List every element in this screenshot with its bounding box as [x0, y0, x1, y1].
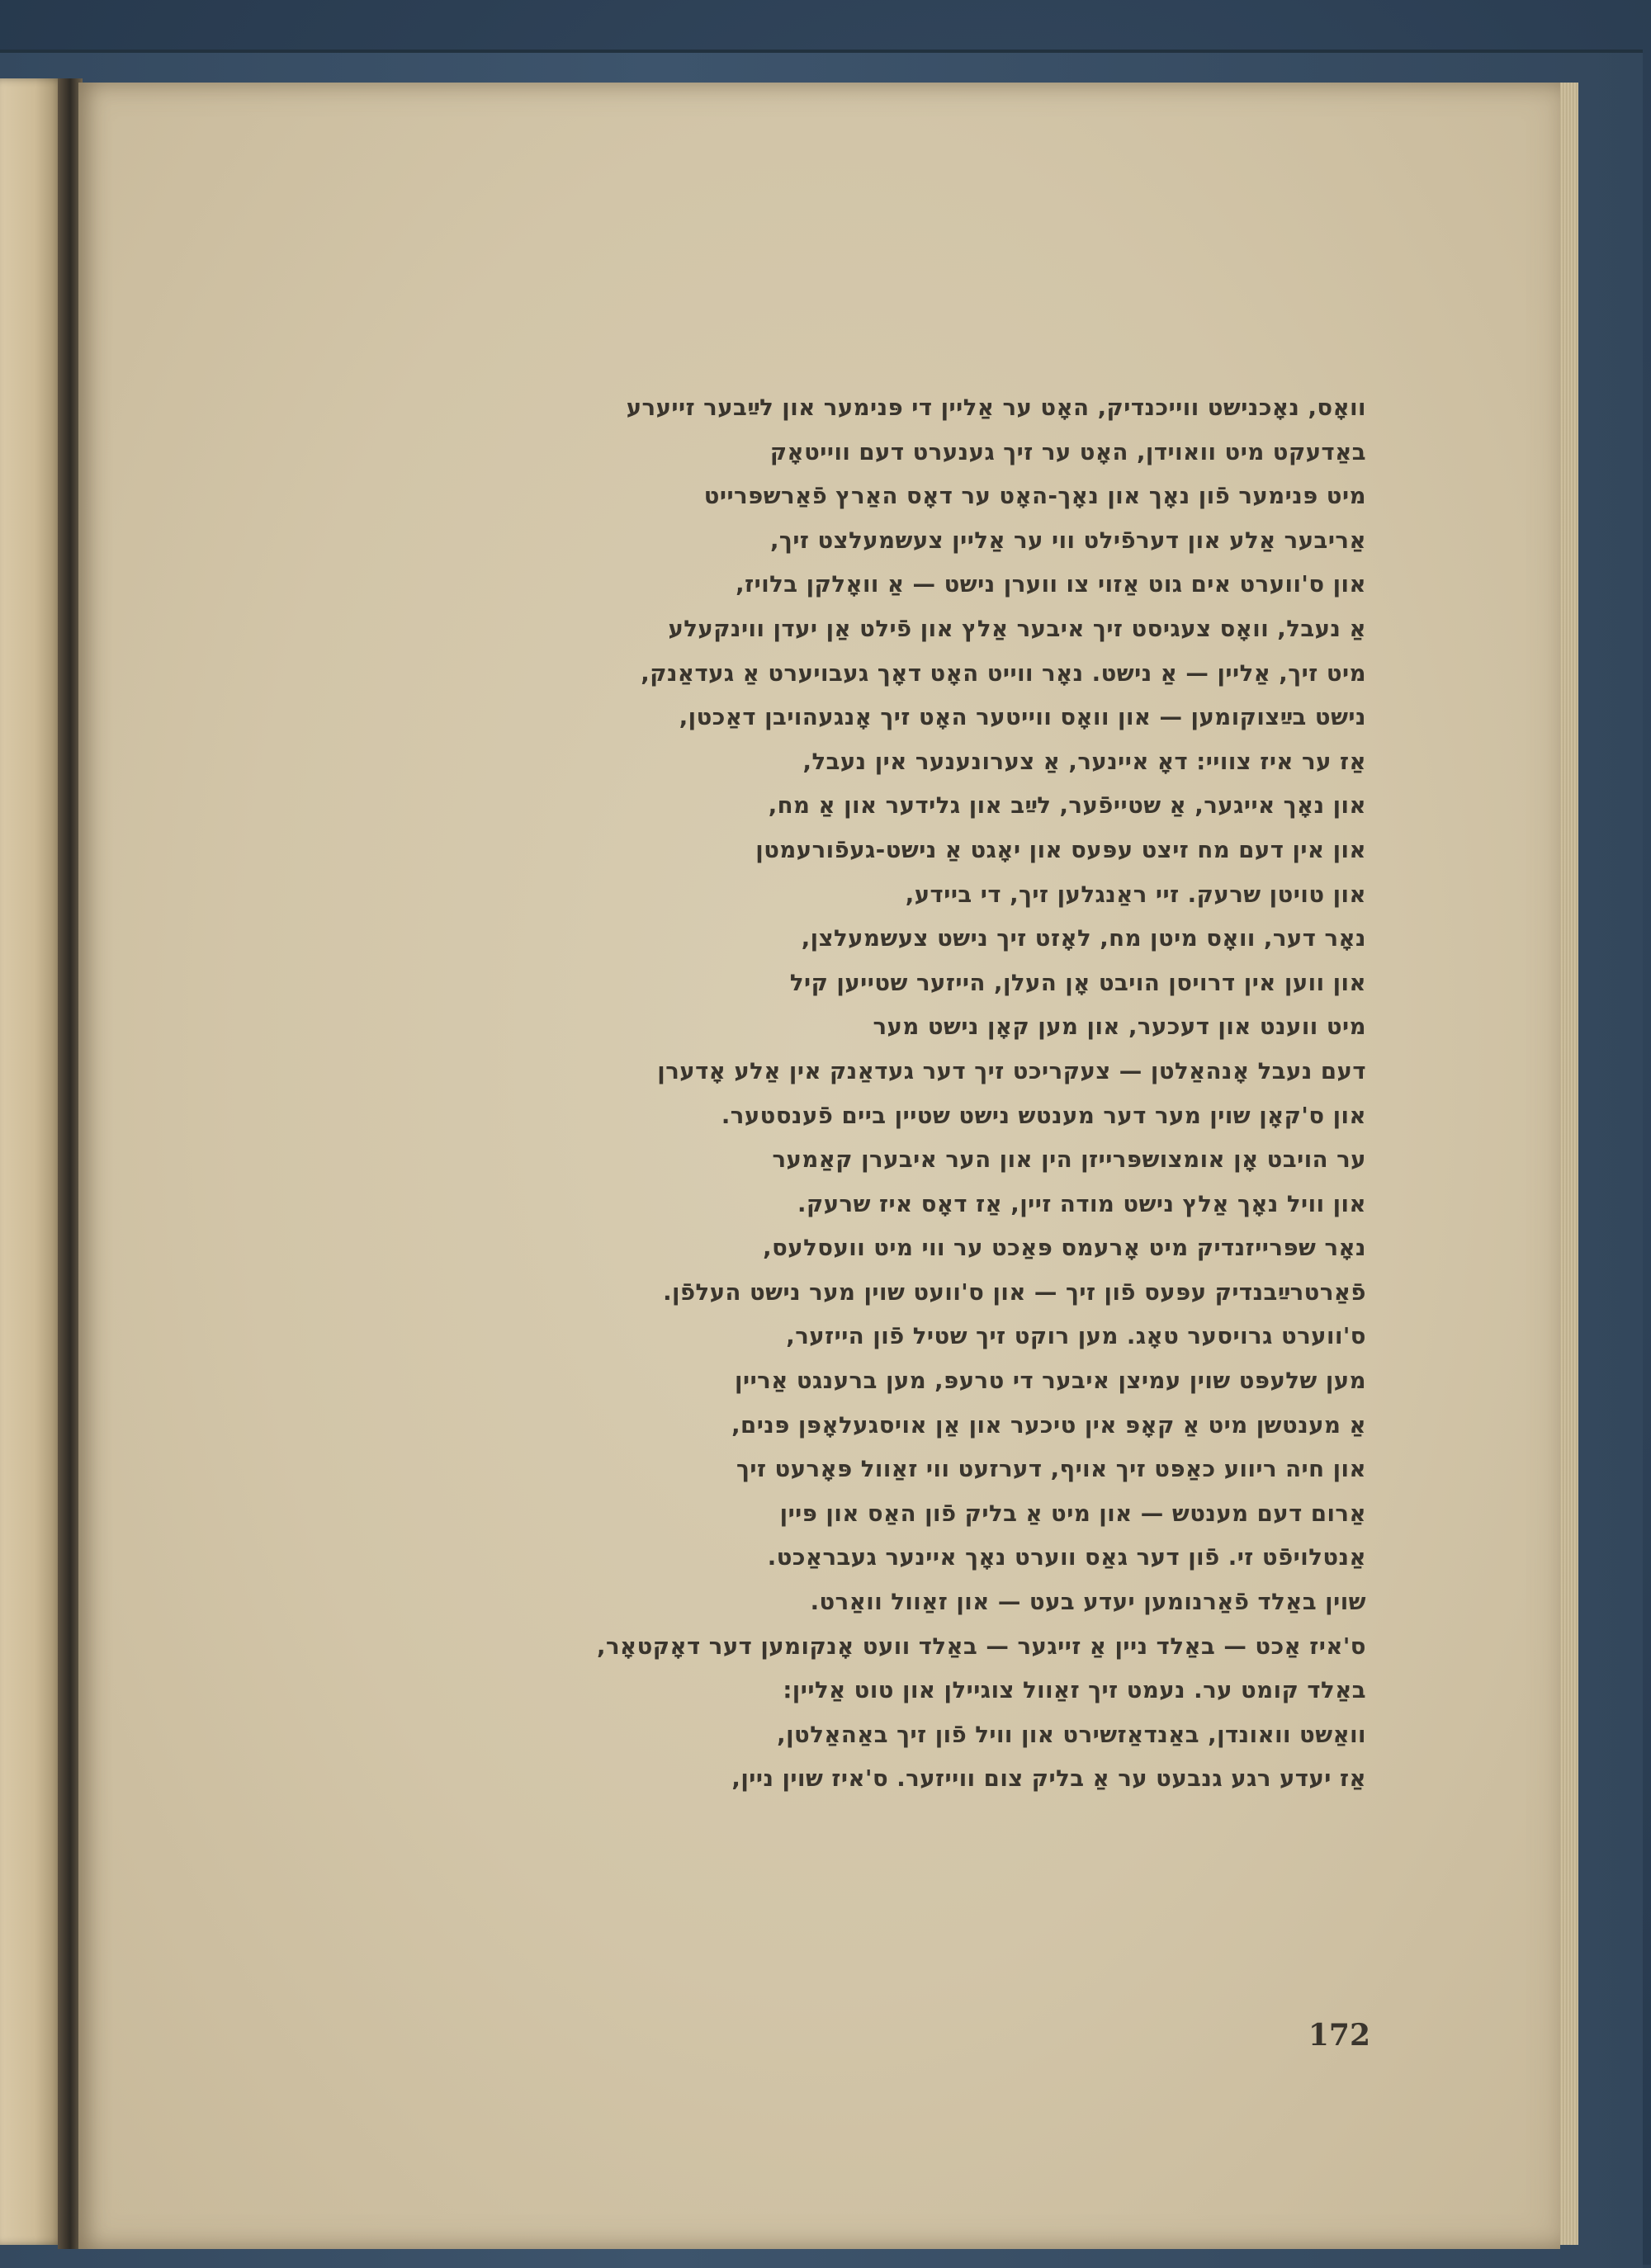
text-line: אַנטלויפֿט זי. פֿון דער גאַס ווערט נאָך איינער געבראַכט. — [767, 1544, 1366, 1571]
text-line: מיט זיך, אַליין — אַ נישט. נאָר ווייט האָט דאָך געבויערט אַ געדאַנק, — [641, 659, 1366, 687]
text-line: נאָר שפּרייזנדיק מיט אָרעמס פּאַכט ער ווי מיט וועסלעס, — [763, 1235, 1366, 1262]
text-line: אַז יעדע רגע גנבעט ער אַ בליק צום ווייזער. ס'איז שוין ניין, — [731, 1765, 1366, 1793]
text-line: און חיה ריווע כאַפּט זיך אויף, דערזעט ווי זאַוול פּאָרעט זיך — [736, 1456, 1366, 1483]
text-line: ער הויבט אָן אומצושפּרייזן הין און הער איבערן קאַמער — [772, 1146, 1366, 1174]
text-line: מיט פּנימער פֿון נאָך און נאָך-האָט ער דאָס האַרץ פֿאַרשפּרייט — [703, 483, 1366, 510]
text-line: און טויטן שרעק. זיי ראַנגלען זיך, די ביידע, — [905, 881, 1366, 908]
text-line: און וויל נאָך אַלץ נישט מודה זיין, אַז דאָס איז שרעק. — [797, 1190, 1366, 1217]
page-number: 172 — [1308, 2018, 1370, 2053]
book-page — [78, 83, 1560, 2249]
text-line: און ס'קאָן שוין מער דער מענטש נישט שטיין ביים פֿענסטער. — [721, 1102, 1366, 1129]
text-line: ס'ווערט גרויסער טאָג. מען רוקט זיך שטיל פֿון הייזער, — [786, 1323, 1366, 1350]
facing-page-edge — [0, 78, 64, 2245]
text-line: אַריבער אַלע און דערפֿילט ווי ער אַליין צעשמעלצט זיך, — [769, 527, 1366, 554]
text-line: מען שלעפּט שוין עמיצן איבער די טרעפּ, מען ברענגט אַריין — [735, 1368, 1366, 1395]
text-line: דעם נעבל אָנהאַלטן — צעקריכט זיך דער געדאַנק אין אַלע אָדערן — [657, 1057, 1366, 1084]
text-line: פֿאַרטרײַבנדיק עפּעס פֿון זיך — און ס'וועט שוין מער נישט העלפֿן. — [663, 1278, 1366, 1306]
text-line: נאָר דער, וואָס מיטן מח, לאָזט זיך נישט צעשמעלצן, — [801, 925, 1366, 952]
poem-text — [343, 386, 1366, 1802]
text-line: אַרום דעם מענטש — און מיט אַ בליק פֿון האַס און פּיין — [779, 1500, 1366, 1527]
text-line: און נאָך אייגער, אַ שטייפֿער, לײַב און גלידער און אַ מח, — [768, 792, 1366, 820]
text-line: וואָס, נאָכנישט ווייכנדיק, האָט ער אַליין די פּנימער און לײַבער זייערע — [626, 395, 1366, 421]
text-line: און ווען אין דרויסן הויבט אָן העלן, הייזער שטייען קיל — [789, 969, 1366, 996]
text-line: וואַשט וואונדן, באַנדאַזשירט און וויל פֿון זיך באַהאַלטן, — [777, 1721, 1366, 1748]
text-line: און ס'ווערט אים גוט אַזוי צו ווערן נישט — אַ וואָלקן בלויז, — [736, 571, 1366, 598]
text-line: אַ מענטשן מיט אַ קאָפּ אין טיכער און אַן אויסגעלאָפּן פּנים, — [731, 1411, 1366, 1439]
text-line: אַז ער איז צוויי: דאָ איינער, אַ צערונענער אין נעבל, — [802, 748, 1366, 775]
text-line: נישט בײַצוקומען — און וואָס ווייטער האָט זיך אָנגעהויבן דאַכטן, — [679, 704, 1366, 731]
text-line: אַ נעבל, וואָס צעגיסט זיך איבער אַלץ און פֿילט אַן יעדן ווינקעלע — [668, 615, 1366, 642]
text-line: מיט ווענט און דעכער, און מען קאָן נישט מער — [873, 1014, 1366, 1041]
text-line: באַלד קומט ער. נעמט זיך זאַוול צוגיילן און טוט אַליין: — [783, 1677, 1366, 1704]
text-line: ס'איז אַכט — באַלד ניין אַ זייגער — באַלד וועט אָנקומען דער דאָקטאָר, — [597, 1632, 1366, 1660]
text-line: באַדעקט מיט וואוידן, האָט ער זיך גענערט דעם ווייטאָק — [769, 438, 1366, 465]
text-line: שוין באַלד פֿאַרנומען יעדע בעט — און זאַוול וואַרט. — [810, 1589, 1366, 1616]
text-line: און אין דעם מח זיצט עפּעס און יאָגט אַ נישט-געפֿורעמטן — [755, 836, 1366, 863]
